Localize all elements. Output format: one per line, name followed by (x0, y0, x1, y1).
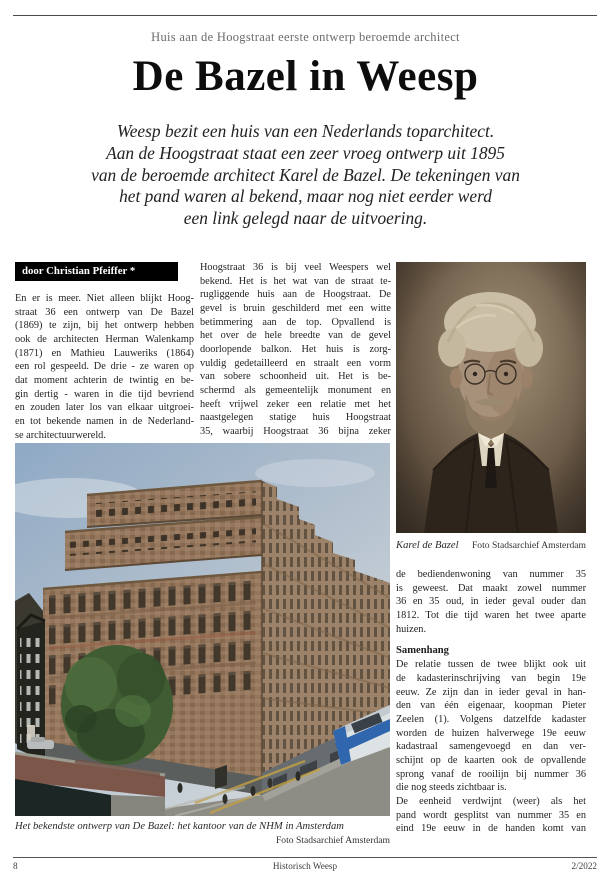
paragraph-middle (200, 261, 391, 439)
text-line: naastgelegen statige huis Hoogstraat (200, 412, 391, 424)
text-line: sprong vanaf de rooilijn bij nummer 36 (396, 768, 586, 780)
footer-issue: 2/2022 (571, 861, 598, 871)
text-line: gin dertig - waren in die tijd bevriend (15, 388, 194, 400)
text-line: den van één eigenaar, koopman Pieter (396, 700, 586, 712)
text-line: die nog steeds zichtbaar is. (396, 782, 507, 794)
footer-rule (13, 857, 597, 858)
text-line: vuldig gedetailleerd en straalt een vorm (200, 357, 391, 369)
column-right (396, 262, 586, 836)
intro-standfirst (48, 121, 563, 230)
text-line: Zeelen (1). Volgens datzelfde kadaster (396, 713, 586, 725)
footer-journal-name: Historisch Weesp (272, 861, 338, 871)
portrait-caption-credit: Foto Stadsarchief Amsterdam (471, 540, 586, 551)
portrait-caption-name: Karel de Bazel (396, 540, 459, 551)
text-line: kadastraal samengevoegd en dan ver- (396, 741, 586, 753)
text-line: heeft vrijwel zeker een relatie met het (200, 398, 391, 410)
text-line: bekend. Het is het wat van de straat te- (200, 275, 391, 287)
text-line: schijnt op de kaarten ook de opvallende (396, 754, 586, 766)
text-line: ook de architecten Herman Walenkamp (15, 333, 194, 345)
text-line: huizen. (396, 623, 427, 635)
page-title: De Bazel in Weesp (132, 53, 479, 100)
text-line: (1869) te zijn, bij het ontwerp hebben (15, 320, 194, 332)
text-line: gevel is bruin geschilderd met een witte (200, 302, 391, 314)
text-line: worden de huizen halverwege 19e eeuw (396, 727, 586, 739)
text-line: rugliggende huis aan de Hoogstraat. De (200, 289, 391, 301)
text-line: en tot bekende namen in de Nederland- (15, 415, 194, 427)
byline-box: door Christian Pfeiffer * (15, 262, 178, 281)
text-line: 36 en 35 oud, in ieder geval ouder dan (396, 596, 586, 608)
text-line: En er is meer. Niet alleen blijkt Hoog- (15, 293, 194, 304)
text-line: schermd als gemeentelijk monument en (200, 384, 391, 396)
column-middle (200, 261, 391, 439)
text-line: De relatie tussen de twee blijkt ook uit (396, 659, 586, 671)
text-line: pand wordt gesplitst van nummer 35 en (396, 809, 586, 821)
intro-line: Aan de Hoogstraat staat een zeer vroeg ontwerp uit 1895 (106, 142, 505, 163)
text-line: en zouden later los van elkaar uitgroei- (15, 402, 194, 414)
main-photo-caption: Het bekendste ontwerp van De Bazel: het kantoor van de NHM in Amsterdam (15, 821, 344, 832)
text-line: betimmering aan de top. Opvallend is (200, 316, 391, 328)
footer (13, 861, 597, 871)
text-line: De eenheid verdwijnt (weer) als het (396, 795, 586, 807)
text-line: Hoogstraat 36 is bij veel Weespers wel (200, 262, 391, 273)
text-line: (1871) en Mathieu Lauweriks (1864) (15, 347, 194, 359)
portrait-caption (396, 540, 586, 551)
text-line: de kadasterinschrijving van begin 19e (396, 672, 586, 684)
text-line: de bediendenwoning van nummer 35 (396, 569, 586, 580)
column-left (15, 262, 194, 442)
intro-line: Weesp bezit een huis van een Nederlands toparchitect. (116, 121, 495, 141)
text-line: 1812. Tot die tijd waren het twee aparte (396, 609, 586, 621)
karel-de-bazel-portrait-photo (396, 262, 586, 533)
text-line: van sobere schoonheid uit. Het is be- (200, 371, 391, 383)
paragraph-left (15, 292, 194, 442)
text-line: se architectuurwereld. (15, 429, 106, 441)
intro-line: het pand waren al bekend, maar nog niet eerder werd (119, 186, 492, 207)
text-line: 35, waarbij Hoogstraat 36 bijna zeker (200, 425, 391, 437)
paragraph-right-1 (396, 568, 586, 636)
text-line: straat 36 een ontwerp van De Bazel (15, 306, 194, 318)
main-photo-credit: Foto Stadsarchief Amsterdam (275, 835, 390, 846)
footer-page-number: 8 (13, 861, 18, 871)
nhm-building-illustration (15, 443, 390, 816)
kicker: Huis aan de Hoogstraat eerste ontwerp beroemde architect (151, 30, 460, 44)
text-line: dat moment achterin de twintig en be- (15, 374, 194, 386)
paragraph-right-3 (396, 795, 586, 836)
paragraph-right-2 (396, 658, 586, 795)
nhm-building-photo (15, 443, 390, 816)
intro-line: een link gelegd naar de uitvoering. (183, 208, 428, 229)
text-line: doorlopende balkon. Het huis is zorg- (200, 343, 391, 355)
tree (61, 645, 173, 765)
text-line: eeuw. Ze zijn dan in ieder geval in han- (396, 686, 586, 698)
intro-line: van de beroemde architect Karel de Bazel. De tekeningen van (91, 164, 520, 185)
subhead-samenhang: Samenhang (396, 645, 449, 657)
text-line: een rol gespeeld. De drie - ze waren op (15, 361, 194, 373)
text-line: is geweest. Dat maakt zowel nummer (396, 582, 586, 594)
text-line: eind 19e eeuw in de handen komt van (396, 823, 586, 835)
top-rule (13, 15, 597, 16)
portrait-figure (396, 262, 586, 551)
text-line: het over de hele breedte van de gevel (200, 330, 391, 342)
